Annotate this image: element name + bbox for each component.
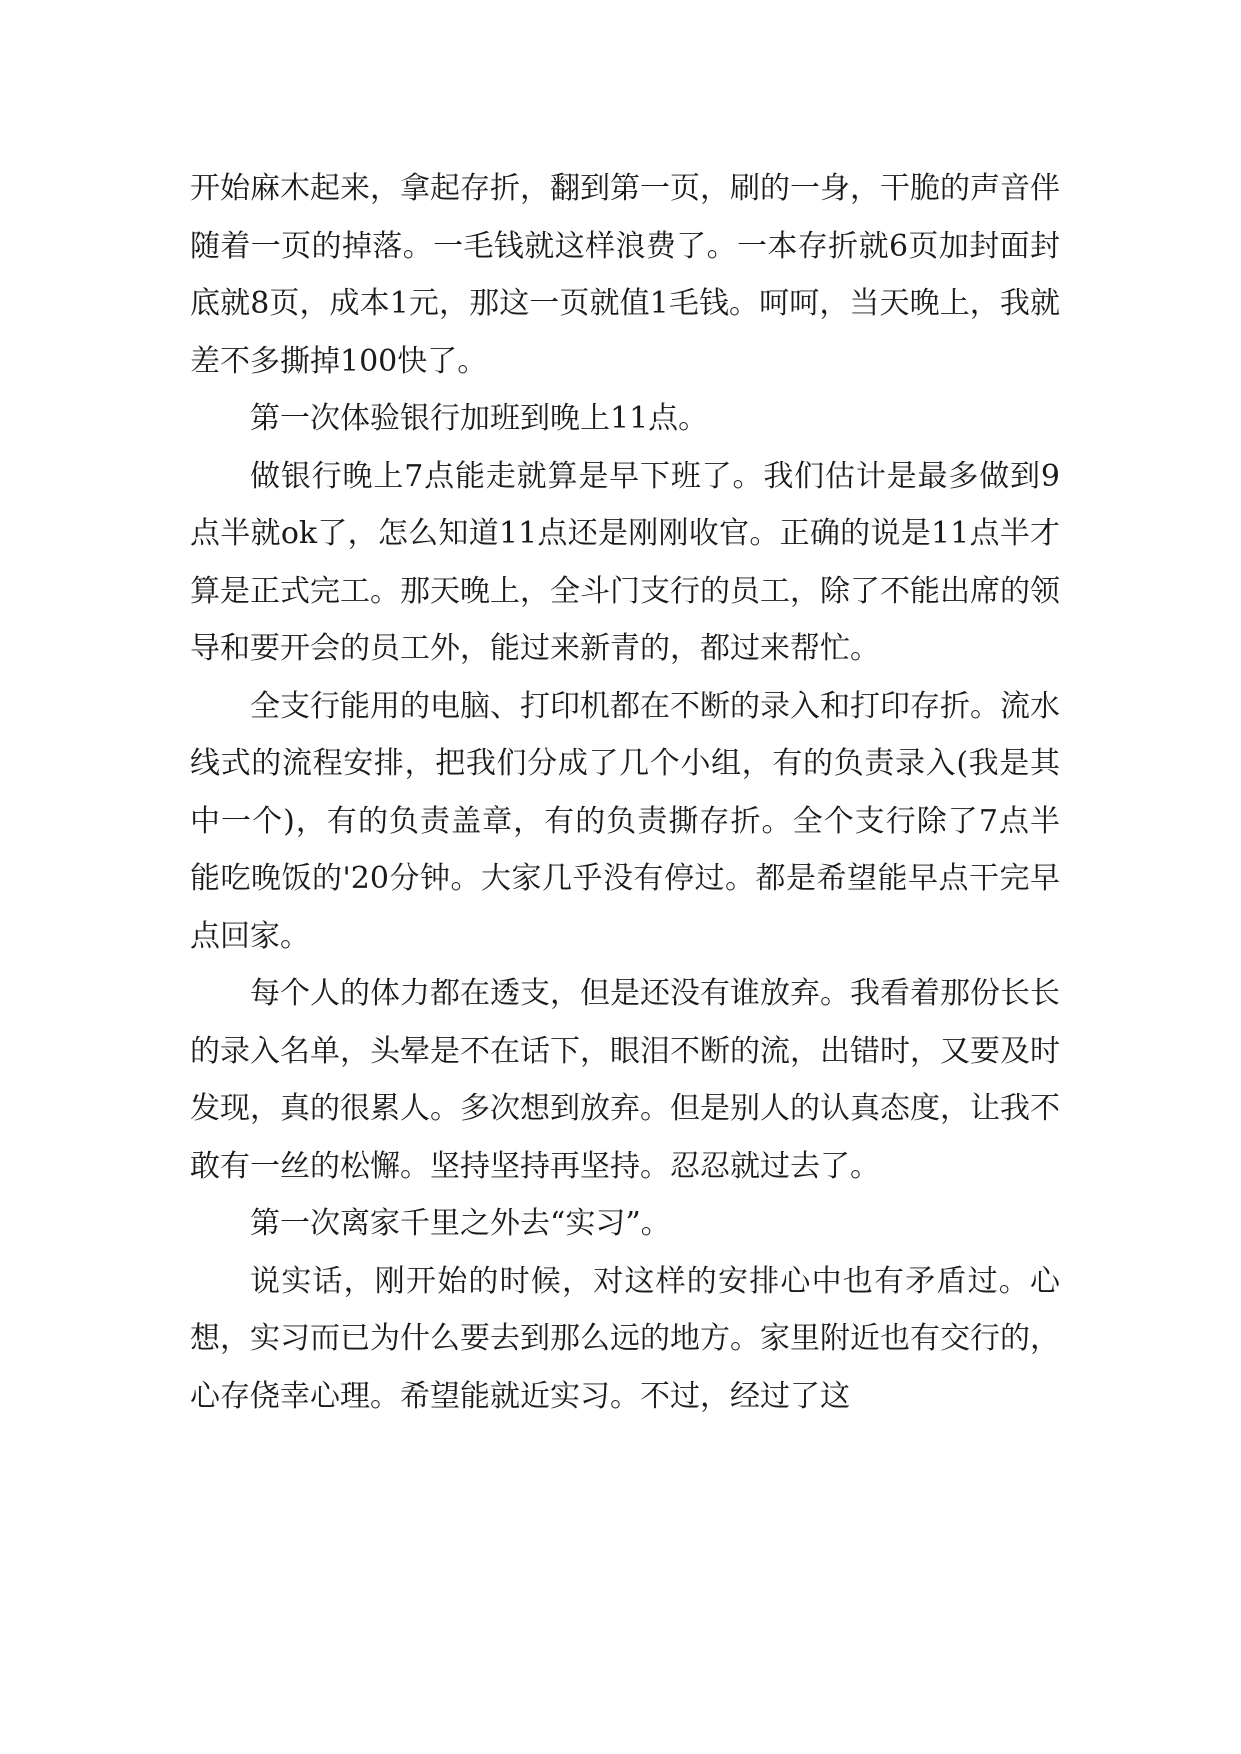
paragraph-internship-heading: 第一次离家千里之外去“实习”。 — [250, 1206, 671, 1241]
paragraph-overtime-detail: 做银行晚上7点能走就算是早下班了。我们估计是最多做到9点半就ok了，怎么知道11点还是刚刚收官。正确的说是11点半才算是正式完工。那天晚上，全斗门支行的员工，除了不能出席的领导和要开会的员工外，能过来新青的，都过来帮忙。 — [190, 458, 1060, 666]
paragraph-workflow: 全支行能用的电脑、打印机都在不断的录入和打印存折。流水线式的流程安排，把我们分成了几个小组，有的负责录入(我是其中一个)，有的负责盖章，有的负责撕存折。全个支行除了7点半能吃晚饭的'20分钟。大家几乎没有停过。都是希望能早点干完早点回家。 — [190, 688, 1060, 954]
body-text — [190, 160, 1060, 1425]
paragraph-overtime-heading: 第一次体验银行加班到晚上11点。 — [250, 401, 709, 436]
paragraph-internship-detail: 说实话，刚开始的时候，对这样的安排心中也有矛盾过。心想，实习而已为什么要去到那么远的地方。家里附近也有交行的，心存侥幸心理。希望能就近实习。不过，经过了这 — [190, 1263, 1060, 1414]
paragraph-persistence: 每个人的体力都在透支，但是还没有谁放弃。我看着那份长长的录入名单，头晕是不在话下，眼泪不断的流，出错时，又要及时发现，真的很累人。多次想到放弃。但是别人的认真态度，让我不敢有一丝的松懈。坚持坚持再坚持。忍忍就过去了。 — [190, 976, 1060, 1184]
paragraph-continuation: 开始麻木起来，拿起存折，翻到第一页，刷的一身，干脆的声音伴随着一页的掉落。一毛钱就这样浪费了。一本存折就6页加封面封底就8页，成本1元，那这一页就值1毛钱。呵呵，当天晚上，我就差不多撕掉100快了。 — [190, 171, 1060, 379]
